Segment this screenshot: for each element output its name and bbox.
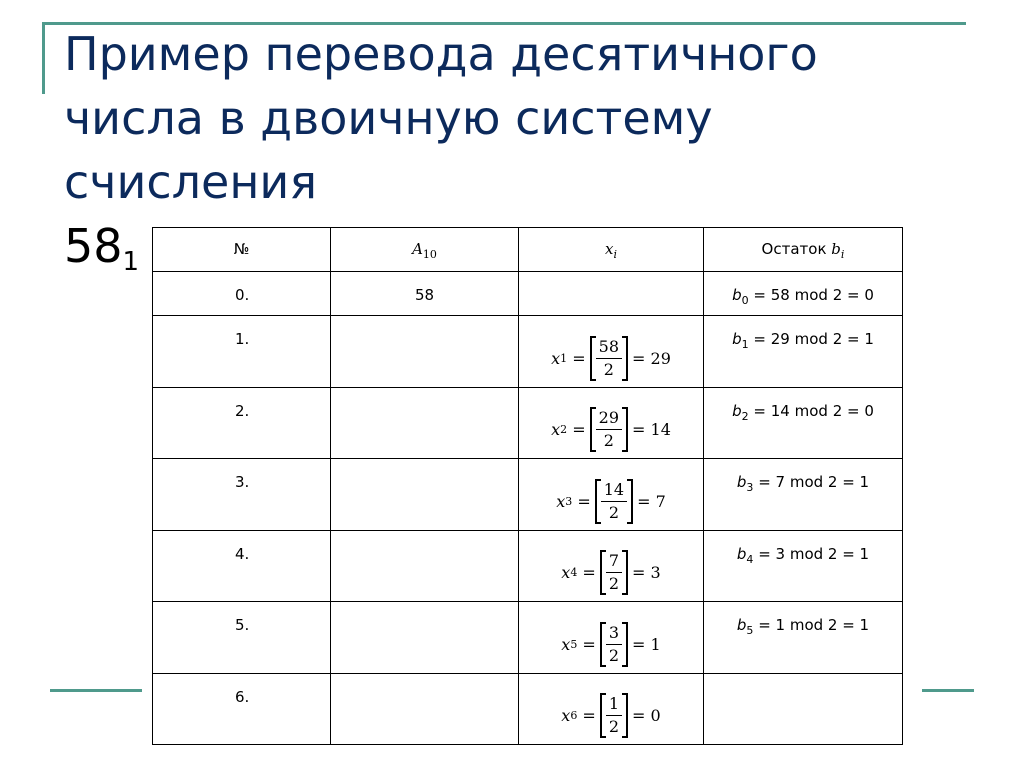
fraction-numerator: 58 [596,336,622,359]
fraction [596,336,622,381]
fraction [596,407,622,452]
xi-result: = 29 [632,348,671,368]
xi-expression: x 5 = $\frac{3}{2}$ = 1 [561,622,661,665]
fraction-numerator: 29 [596,407,622,430]
xi-expression: x 3 = $\frac{14}{2}$ = 7 [556,479,666,522]
xi-result: = 1 [632,634,661,654]
xi-formula [519,530,704,602]
xi-formula [519,673,704,745]
remainder-formula: $b_5 = 1$ mod 2 = 1 [704,602,903,674]
xi-formula [519,459,704,531]
row-number: 0. [153,272,331,316]
remainder-formula: $b_3 = 7$ mod 2 = 1 [704,459,903,531]
table-row [153,272,903,316]
header-xi: $x_i$ [519,228,704,272]
xi-expression: x 6 = $\frac{1}{2}$ = 0 [561,694,661,736]
xi-expression: x 1 = $\frac{58}{2}$ = 29 [551,336,671,379]
remainder-formula: $b_2 = 14$ mod 2 = 0 [704,387,903,459]
floor-bracket [590,407,628,452]
row-number: 4. [153,530,331,602]
fraction-numerator: 14 [601,479,627,502]
fraction-denominator: 2 [603,359,614,379]
left-accent-rule [42,22,45,94]
table-row [153,673,903,745]
fraction-denominator: 2 [603,431,614,450]
row-number: 1. [153,316,331,388]
xi-expression: x 4 = $\frac{7}{2}$ = 3 [561,551,661,593]
floor-bracket [595,479,633,524]
a10-value [331,459,519,531]
table-row [153,530,903,602]
floor-bracket [600,693,628,738]
table-row [153,459,903,531]
floor-bracket [590,336,628,381]
xi-result: = 3 [632,563,661,582]
a10-value [331,673,519,745]
fraction-denominator: 2 [608,717,620,736]
row-number: 2. [153,387,331,459]
header-remainder: Остаток $b_i$ [704,228,903,272]
fraction-denominator: 2 [608,502,620,522]
remainder-formula: $b_0 = 58$ mod 2 = 0 [704,272,903,316]
xi-formula [519,272,704,316]
number-base: 1 [122,247,140,277]
remainder-formula: $b_1 = 29$ mod 2 = 1 [704,316,903,388]
fraction-denominator: 2 [608,574,620,593]
a10-value: 58 [331,272,519,316]
row-number: 3. [153,459,331,531]
table-header-row [153,228,903,272]
remainder-formula: $b_4 = 3$ mod 2 = 1 [704,530,903,602]
table-row [153,602,903,674]
a10-value [331,602,519,674]
floor-bracket [600,550,628,595]
bottom-accent-rule-left [50,689,142,692]
xi-result: = 0 [632,706,661,725]
slide-title: Пример перевода десятичного числа в двоичную систему счисления [64,27,818,209]
number-main: 58 [64,219,123,273]
row-number: 5. [153,602,331,674]
fraction-numerator: 7 [606,550,622,573]
floor-bracket [600,622,628,667]
header-a10: $A_{10}$ [331,228,519,272]
xi-expression: x 2 = $\frac{29}{2}$ = 14 [551,408,671,450]
fraction [606,550,622,595]
conversion-table [152,227,903,745]
xi-formula [519,387,704,459]
fraction [606,622,622,667]
fraction-denominator: 2 [608,645,620,665]
fraction [606,693,622,738]
header-num: № [153,228,331,272]
xi-result: = 14 [632,420,671,439]
table-row [153,387,903,459]
number-label [64,216,139,292]
remainder-formula [704,673,903,745]
a10-value [331,387,519,459]
table-row [153,316,903,388]
a10-value [331,530,519,602]
fraction-numerator: 1 [606,693,622,716]
row-number: 6. [153,673,331,745]
xi-result: = 7 [637,491,666,511]
fraction [601,479,627,524]
fraction-numerator: 3 [606,622,622,645]
bottom-accent-rule-right [922,689,974,692]
a10-value [331,316,519,388]
xi-formula [519,316,704,388]
xi-formula [519,602,704,674]
